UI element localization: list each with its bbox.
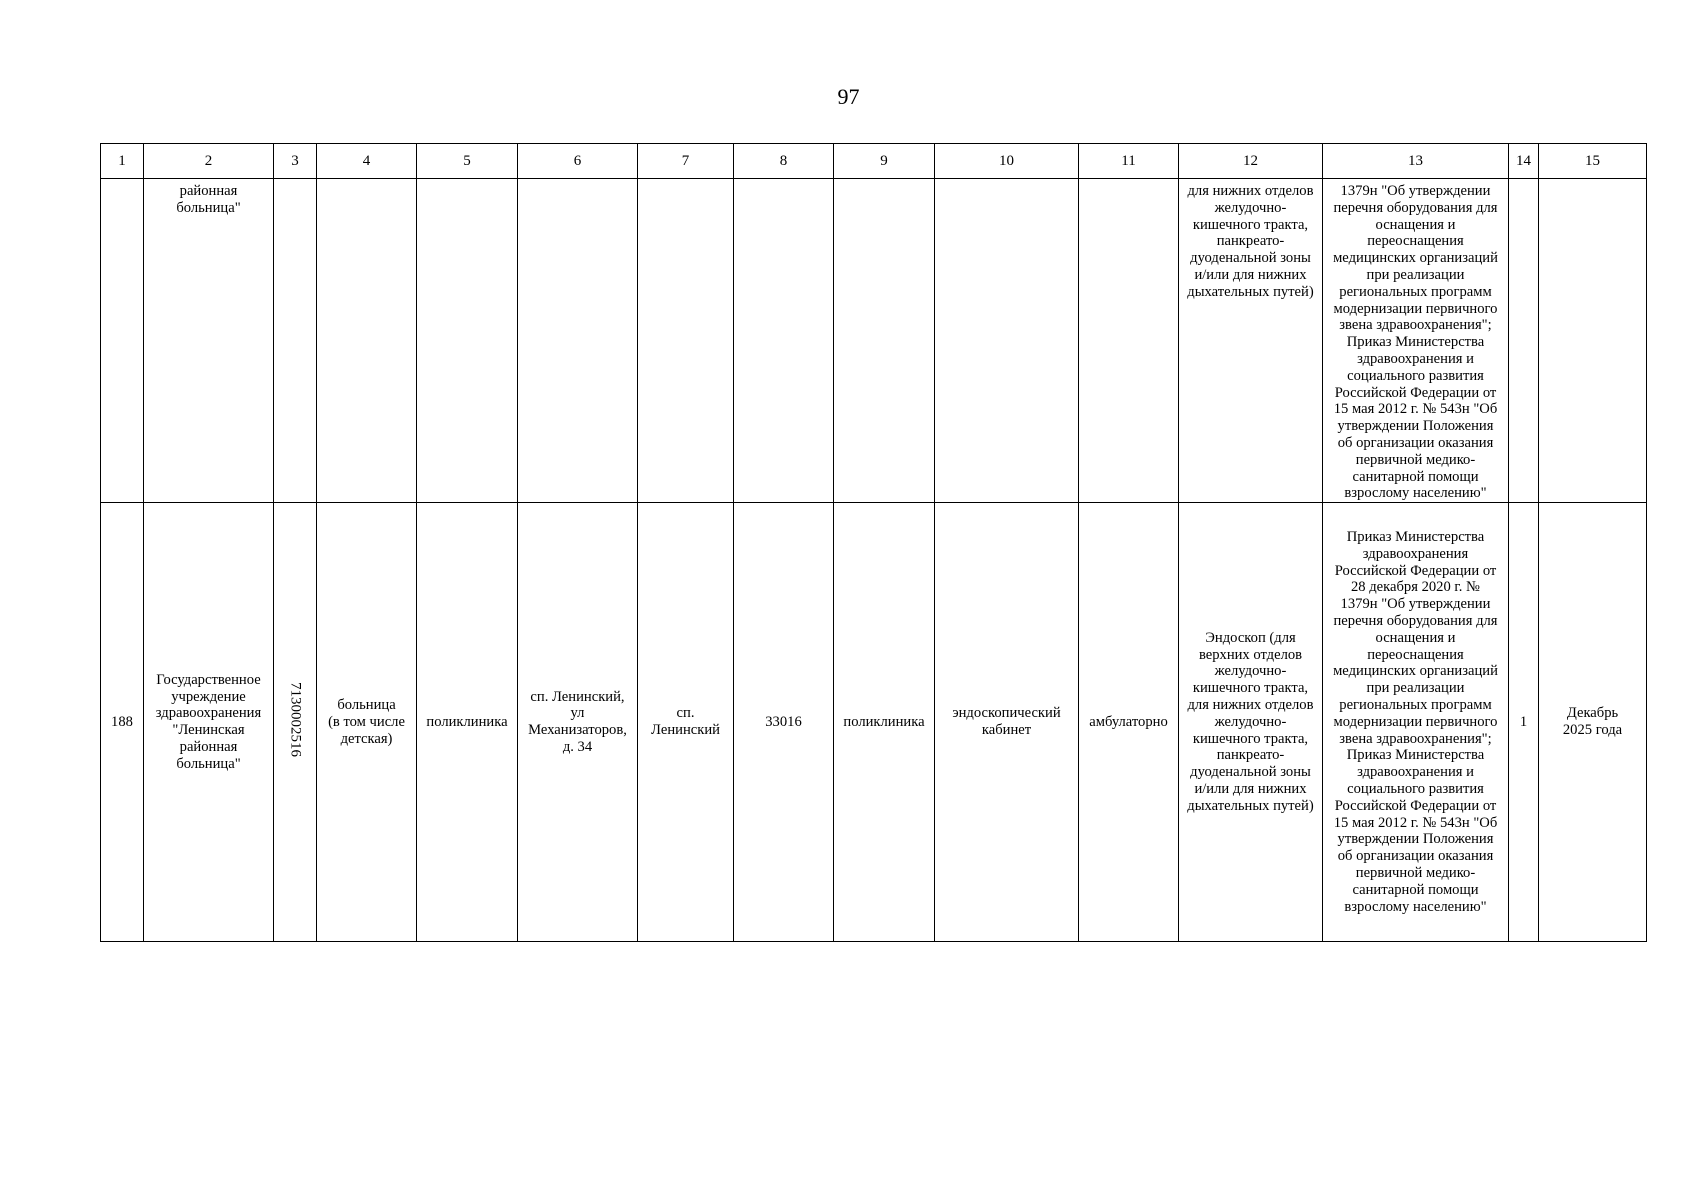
cell-deadline: Декабрь 2025 года: [1539, 503, 1647, 942]
cell-quantity: 1: [1509, 503, 1539, 942]
cell-facility-type: больница (в том числе детская): [317, 503, 417, 942]
cell-empty: [935, 179, 1079, 503]
column-header-2: 2: [144, 144, 274, 179]
cell-address: сп. Ленинский, ул Механизаторов, д. 34: [518, 503, 638, 942]
cell-inn: [274, 503, 317, 942]
register-table: [100, 143, 1647, 942]
column-header-1: 1: [101, 144, 144, 179]
cell-regulation: Приказ Министерства здравоохранения Российской Федерации от 28 декабря 2020 г. № 1379н "Об утверждении перечня оборудования для оснащения и переоснащения медицинских организаций при реализации региональных программ модернизации первичного звена здравоохранения"; Приказ Министерства здравоохранения и социального развития Российской Федерации от 15 мая 2012 г. № 543н "Об утверждении Положения об организации оказания первичной медико- санитарной помощи взрослому населению": [1323, 503, 1509, 942]
cell-code: 33016: [734, 503, 834, 942]
cell-row-number: 188: [101, 503, 144, 942]
cell-institution-name: Государственное учреждение здравоохранения "Ленинская районная больница": [144, 503, 274, 942]
column-header-10: 10: [935, 144, 1079, 179]
cell-equipment: Эндоскоп (для верхних отделов желудочно- кишечного тракта, для нижних отделов желудочно- кишечного тракта, панкреато- дуоденальной зоны и/или для нижних дыхательных путей): [1179, 503, 1323, 942]
cell-empty: [1509, 179, 1539, 503]
column-header-5: 5: [417, 144, 518, 179]
cell-equipment-cont: для нижних отделов желудочно- кишечного тракта, панкреато- дуоденальной зоны и/или для нижних дыхательных путей): [1179, 179, 1323, 503]
cell-empty: [317, 179, 417, 503]
cell-institution-name-cont: районная больница": [144, 179, 274, 503]
column-header-14: 14: [1509, 144, 1539, 179]
cell-regulation-cont: 1379н "Об утверждении перечня оборудования для оснащения и переоснащения медицинских организаций при реализации региональных программ модернизации первичного звена здравоохранения"; Приказ Министерства здравоохранения и социального развития Российской Федерации от 15 мая 2012 г. № 543н "Об утверждении Положения об организации оказания первичной медико- санитарной помощи взрослому населению": [1323, 179, 1509, 503]
cell-empty: [1079, 179, 1179, 503]
column-header-11: 11: [1079, 144, 1179, 179]
cell-empty: [834, 179, 935, 503]
column-header-13: 13: [1323, 144, 1509, 179]
table-row-continued: [101, 179, 1647, 503]
cell-unit: поликлиника: [834, 503, 935, 942]
cell-empty: [1539, 179, 1647, 503]
cell-room: эндоскопический кабинет: [935, 503, 1079, 942]
cell-settlement: сп. Ленинский: [638, 503, 734, 942]
column-header-4: 4: [317, 144, 417, 179]
cell-empty: [101, 179, 144, 503]
column-header-9: 9: [834, 144, 935, 179]
cell-empty: [734, 179, 834, 503]
inn-vertical-text: 7130002516: [287, 682, 304, 758]
column-header-7: 7: [638, 144, 734, 179]
page-number: 97: [837, 84, 860, 109]
cell-empty: [638, 179, 734, 503]
column-header-3: 3: [274, 144, 317, 179]
table-row: [101, 503, 1647, 942]
column-header-8: 8: [734, 144, 834, 179]
cell-empty: [274, 179, 317, 503]
cell-empty: [518, 179, 638, 503]
cell-subdivision: поликлиника: [417, 503, 518, 942]
column-header-12: 12: [1179, 144, 1323, 179]
cell-care-conditions: амбулаторно: [1079, 503, 1179, 942]
column-header-15: 15: [1539, 144, 1647, 179]
column-header-6: 6: [518, 144, 638, 179]
column-number-header-row: [101, 144, 1647, 179]
cell-empty: [417, 179, 518, 503]
